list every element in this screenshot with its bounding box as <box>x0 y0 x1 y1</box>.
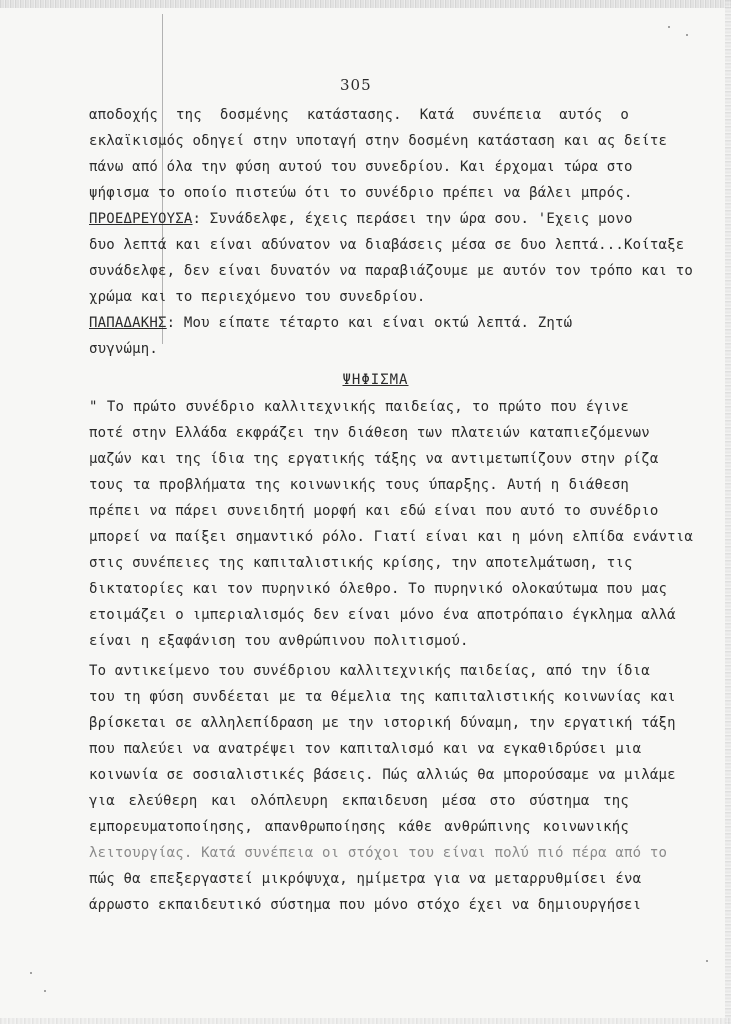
scan-speck <box>44 990 46 992</box>
text-line: για ελεύθερη και ολόπλευρη εκπαιδευση μέσα στο σύστημα της <box>89 793 629 809</box>
text-line: δικτατορίες και τον πυρηνικό όλεθρο. Το πυρηνικό ολοκαύτωμα που μας <box>89 581 668 597</box>
text-line: κοινωνία σε σοσιαλιστικές βάσεις. Πώς αλλιώς θα μπορούσαμε να μιλάμε <box>89 767 676 783</box>
scan-edge-top <box>0 0 731 8</box>
text-line: Το αντικείμενο του συνέδριου καλλιτεχνικής παιδείας, από την ίδια <box>89 663 650 679</box>
text-line: χρώμα και το περιεχόμενο του συνεδρίου. <box>89 289 426 305</box>
text-line: ποτέ στην Ελλάδα εκφράζει την διάθεση των πλατειών καταπιεζόμενων <box>89 425 650 441</box>
scan-edge-bottom <box>0 1018 731 1024</box>
text-line: συγνώμη. <box>89 341 159 357</box>
speech-line-chair <box>89 210 633 228</box>
text-line: δυο λεπτά και είναι αδύνατον να διαβάσεις μέσα σε δυο λεπτά...Κοίταξε <box>89 237 685 253</box>
text-line: εκλαϊκισμός οδηγεί στην υποταγή στην δοσμένη κατάσταση και ας δείτε <box>89 133 668 149</box>
text-line: που παλεύει να ανατρέψει τον καπιταλισμό και να εγκαθιδρύσει μια <box>89 741 642 757</box>
text-line: " Το πρώτο συνέδριο καλλιτεχνικής παιδείας, το πρώτο που έγινε <box>89 399 629 415</box>
scan-speck <box>668 26 670 28</box>
text-line: στις συνέπειες της καπιταλιστικής κρίσης, την αποτελμάτωση, τις <box>89 555 633 571</box>
scan-speck <box>706 960 708 962</box>
scan-speck <box>686 34 688 36</box>
text-line: τους τα προβλήματα της κοινωνικής τους ύπαρξης. Αυτή η διάθεση <box>89 477 629 493</box>
scan-speck <box>30 972 32 974</box>
text-line: αποδοχής της δοσμένης κατάστασης. Κατά συνέπεια αυτός ο <box>89 107 629 123</box>
text-line: συνάδελφε, δεν είναι δυνατόν να παραβιάζουμε με αυτόν τον τρόπο και το <box>89 263 694 279</box>
text-line: είναι η εξαφάνιση του ανθρώπινου πολιτισμού. <box>89 633 469 649</box>
text-line: ψήφισμα το οποίο πιστεύω ότι το συνέδριο πρέπει να βάλει μπρός. <box>89 185 633 201</box>
text-line: πάνω από όλα την φύση αυτού του συνεδρίου. Και έρχομαι τώρα στο <box>89 159 633 175</box>
text-line: του τη φύση συνδέεται με τα θέμελια της καπιταλιστικής κοινωνίας και <box>89 689 676 705</box>
speech-text: : Μου είπατε τέταρτο και είναι οκτώ λεπτά. Ζητώ <box>166 315 573 331</box>
speaker-name: ΠΑΠΑΔΑΚΗΣ <box>89 315 167 331</box>
text-line: λειτουργίας. Κατά συνέπεια οι στόχοι του είναι πολύ πιό πέρα από το <box>89 845 668 861</box>
text-line: εμπορευματοποίησης, απανθρωποίησης κάθε ανθρώπινης κοινωνικής <box>89 819 629 835</box>
page-number: 305 <box>340 76 372 94</box>
section-heading: ΨΗΦΙΣΜΑ <box>342 372 409 388</box>
text-line: ετοιμάζει ο ιμπεριαλισμός δεν είναι μόνο ένα αποτρόπαιο έγκλημα αλλά <box>89 607 676 623</box>
speech-text: : Συνάδελφε, έχεις περάσει την ώρα σου. 'Εχεις μονο <box>192 211 633 227</box>
scan-edge-right <box>725 0 731 1024</box>
text-line: μπορεί να παίξει σημαντικό ρόλο. Γιατί είναι και η μόνη ελπίδα ενάντια <box>89 529 694 545</box>
text-line: πρέπει να πάρει συνειδητή μορφή και εδώ είναι που αυτό το συνέδριο <box>89 503 659 519</box>
speech-line-papadakis <box>89 314 629 332</box>
text-line: άρρωστο εκπαιδευτικό σύστημα που μόνο στόχο έχει να δημιουργήσει <box>89 897 642 913</box>
speaker-name: ΠΡΟΕΔΡΕΥΟΥΣΑ <box>89 211 193 227</box>
text-line: πώς θα επεξεργαστεί μικρόψυχα, ημίμετρα για να μεταρρυθμίσει ένα <box>89 871 642 887</box>
text-line: μαζών και της ίδια της εργατικής τάξης να αντιμετωπίζουν στην ρίζα <box>89 451 659 467</box>
text-line: βρίσκεται σε αλληλεπίδραση με την ιστορική δύναμη, την εργατική τάξη <box>89 715 676 731</box>
